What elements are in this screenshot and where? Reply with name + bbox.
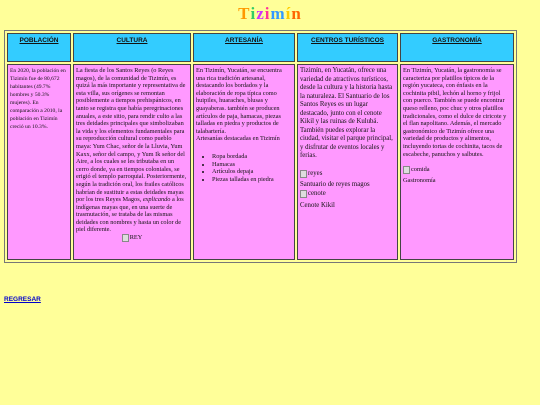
title-letter: n [291,4,302,23]
santuario-caption: Santuario de reyes magos [300,181,370,189]
rey-image [122,234,143,242]
list-item: • Hamacas [212,161,292,169]
header-cultura: CULTURA [73,33,191,62]
cultura-text-1: La fiesta de los Santos Reyes (o Reyes magos), de la comunidad de Tizimín, es quizá la más importante y representativa de esta villa, sus orígenes se remontan posiblemente a tiempos prehispánicos, en tanto se registra que había peregrinaciones anuales, a este sitio, para rendir culto a las tres deidades principales que simbolizaban la vida y los elementos fundamentales para su reproducción cultural como pueblo maya: Yum Chac, señor de la Lluvia, Yum Kaxx, señor del campo, y Yum Ik señor del Aire, a los cuales se les tributaba en un cerro donde, ya en tiempos coloniales, se erigió el templo parroquial. Posteriormente, según la tradición oral, los frailes católicos habrían de sustituir a estas deidades mayas por los tres Reyes Magos, [76,67,187,204]
regresar-link[interactable]: REGRESAR [4,296,41,303]
title-letter: i [250,4,257,23]
header-row [7,33,514,62]
comida-image-alt: comida [411,166,430,174]
rey-image-alt: REY [129,234,143,242]
poblacion-text: En 2020, la población en Tizimín fue de 80,672 habitantes (49.7% hombres y 50.3% mujeres). En comparación a 2010, la población en Tizimín creció un 10.3%. [10,68,66,130]
comida-image [403,166,430,174]
broken-image-icon [403,166,410,174]
list-item: • Ropa bordada [212,153,292,161]
header-gastronomia: GASTRONOMÍA [400,33,514,62]
reyes-image-alt: reyes [308,169,323,177]
title-letter: í [285,4,292,23]
cultura-cell [73,64,191,260]
cultura-text-2: a los indígenas mayas que, en una suerte de trasmutación, se trataba de las mismas deidades con nombres y hasta un color de piel diferente. [76,196,184,234]
poblacion-cell [7,64,71,260]
page-title [0,4,540,24]
cenote-caption: Cenote Kikil [300,201,335,209]
broken-image-icon [122,234,129,242]
header-artesania: ARTESANÍA [193,33,295,62]
gastronomia-text: En Tizimín, Yucatán, la gastronomía se caracteriza por platillos típicos de la región yucateca, con énfasis en la cochinita pibil, lechón al horno y frijol con puerco. También se puede encontrar queso relleno, poc chuc y otros platillos tradicionales, como el dulce de ciricote y el flan napolitano. Además, el mercado gastronómico de Tizimín ofrece una variedad de productos y alimentos, incluyendo tortas de cochinita, tacos de escabeche, panuchos y salbutes. [403,67,507,158]
gastronomia-caption: Gastronomía [403,176,436,184]
centros-text: Tizimín, en Yucatán, ofrece una variedad de atractivos turísticos, desde la cultura y la historia hasta la naturaleza. El Santuario de los Santos Reyes es un lugar destacado, junto con el cenote Kikil y las ruinas de Kulubá. También puedes explorar la ciudad, visitar el parque principal, y disfrutar de eventos locales y ferias. [300,67,393,159]
header-poblacion: POBLACIÓN [7,33,71,62]
broken-image-icon [300,190,307,198]
cenote-image [300,190,326,199]
title-letter: z [256,4,265,23]
header-centros-turisticos: CENTROS TURÍSTICOS [297,33,398,62]
cultura-emphasis: explicando [142,196,171,204]
cenote-image-alt: cenote [308,189,326,197]
artesania-intro: En Tizimín, Yucatán, se encuentra una rica tradición artesanal, destacando los bordados y la elaboración de ropa típica como huipiles, huaraches, blusas y guayaberas. también se producen artículos de paja, hamacas, piezas talladas en piedra y productos de talabartería. [196,67,282,135]
artesania-list [196,153,292,183]
list-item: • Piezas talladas en piedra [212,176,292,184]
list-item: • Artículos depaja [212,168,292,176]
content-row [7,64,514,260]
title-letter: m [270,4,286,23]
gastronomia-cell [400,64,514,260]
title-letter: i [264,4,271,23]
info-table [4,30,517,263]
artesania-cell [193,64,295,260]
broken-image-icon [300,170,307,178]
artesania-subtitle: Artesanías destacadas en Tizimín [196,135,280,143]
reyes-image [300,170,322,179]
centros-cell [297,64,398,260]
title-letter: T [238,4,251,23]
